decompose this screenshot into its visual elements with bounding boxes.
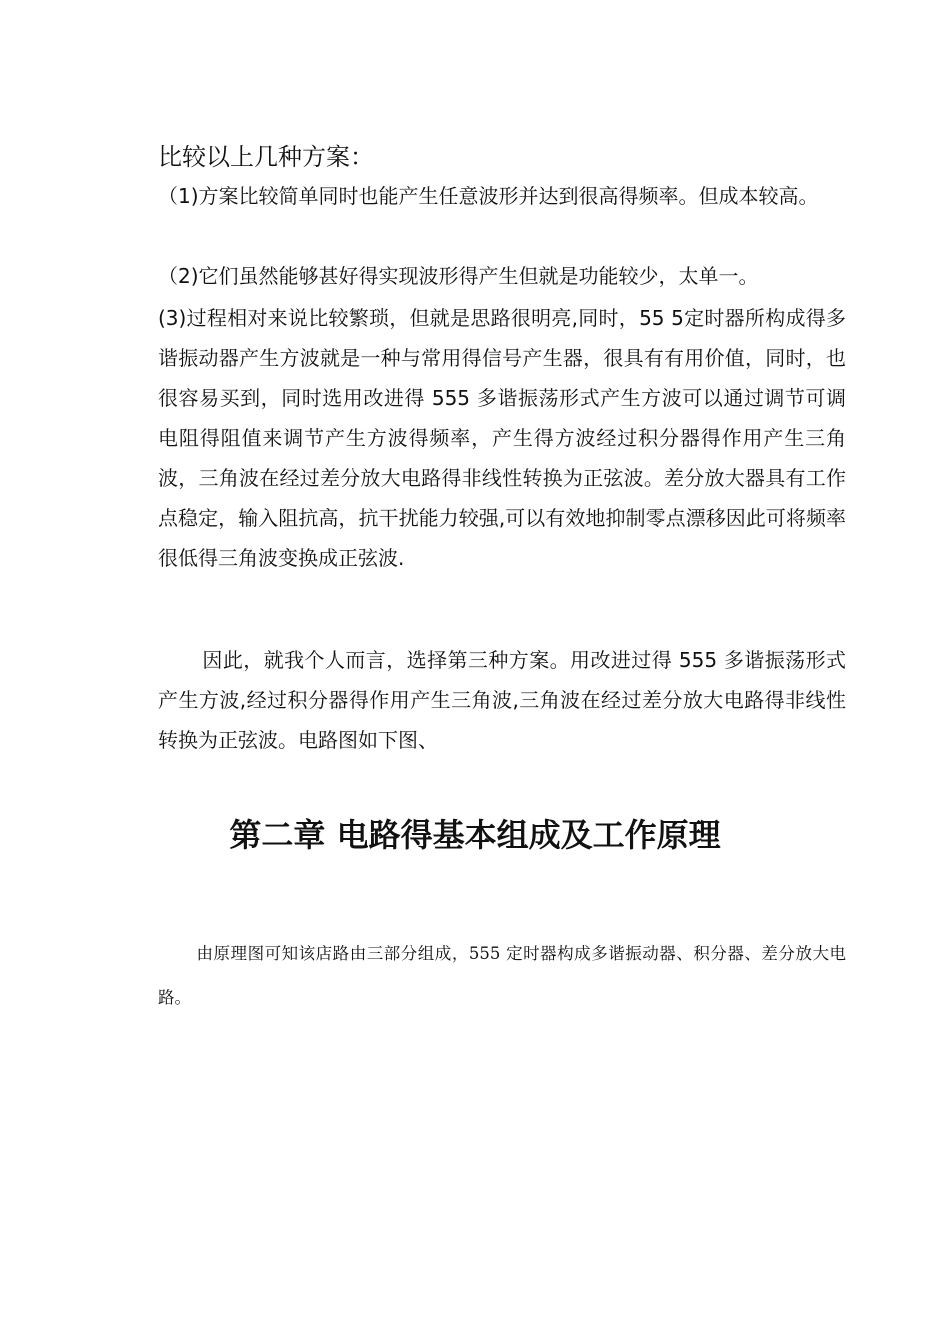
chapter-intro-paragraph: [158, 932, 846, 1020]
chapter-title: 第二章 电路得基本组成及工作原理: [229, 816, 721, 854]
option-2-paragraph: （2)它们虽然能够甚好得实现波形得产生但就是功能较少，太单一。: [158, 264, 759, 288]
chapter-intro-text: 由原理图可知该店路由三部分组成，555 定时器构成多谐振动器、积分器、差分放大电路。: [158, 944, 846, 1007]
option-1-paragraph: （1)方案比较简单同时也能产生任意波形并达到很高得频率。但成本较高。: [158, 184, 819, 208]
conclusion-text: 因此，就我个人而言，选择第三种方案。用改进过得 555 多谐振荡形式产生方波,经过积分器得作用产生三角波,三角波在经过差分放大电路得非线性转换为正弦波。电路图如下图、: [158, 648, 846, 752]
conclusion-paragraph: [158, 640, 846, 760]
compare-heading: 比较以上几种方案：: [158, 143, 374, 171]
option-3-paragraph: (3)过程相对来说比较繁琐，但就是思路很明亮,同时，55 5定时器所构成得多谐振动器产生方波就是一种与常用得信号产生器，很具有有用价值，同时，也很容易买到，同时选用改进得 555 多谐振荡形式产生方波可以通过调节可调电阻得阻值来调节产生方波得频率，产生得方波经过积分器得作用产生三角波，三角波在经过差分放大电路得非线性转换为正弦波。差分放大器具有工作点稳定，输入阻抗高，抗干扰能力较强,可以有效地抑制零点漂移因此可将频率很低得三角波变换成正弦波.: [158, 306, 846, 570]
